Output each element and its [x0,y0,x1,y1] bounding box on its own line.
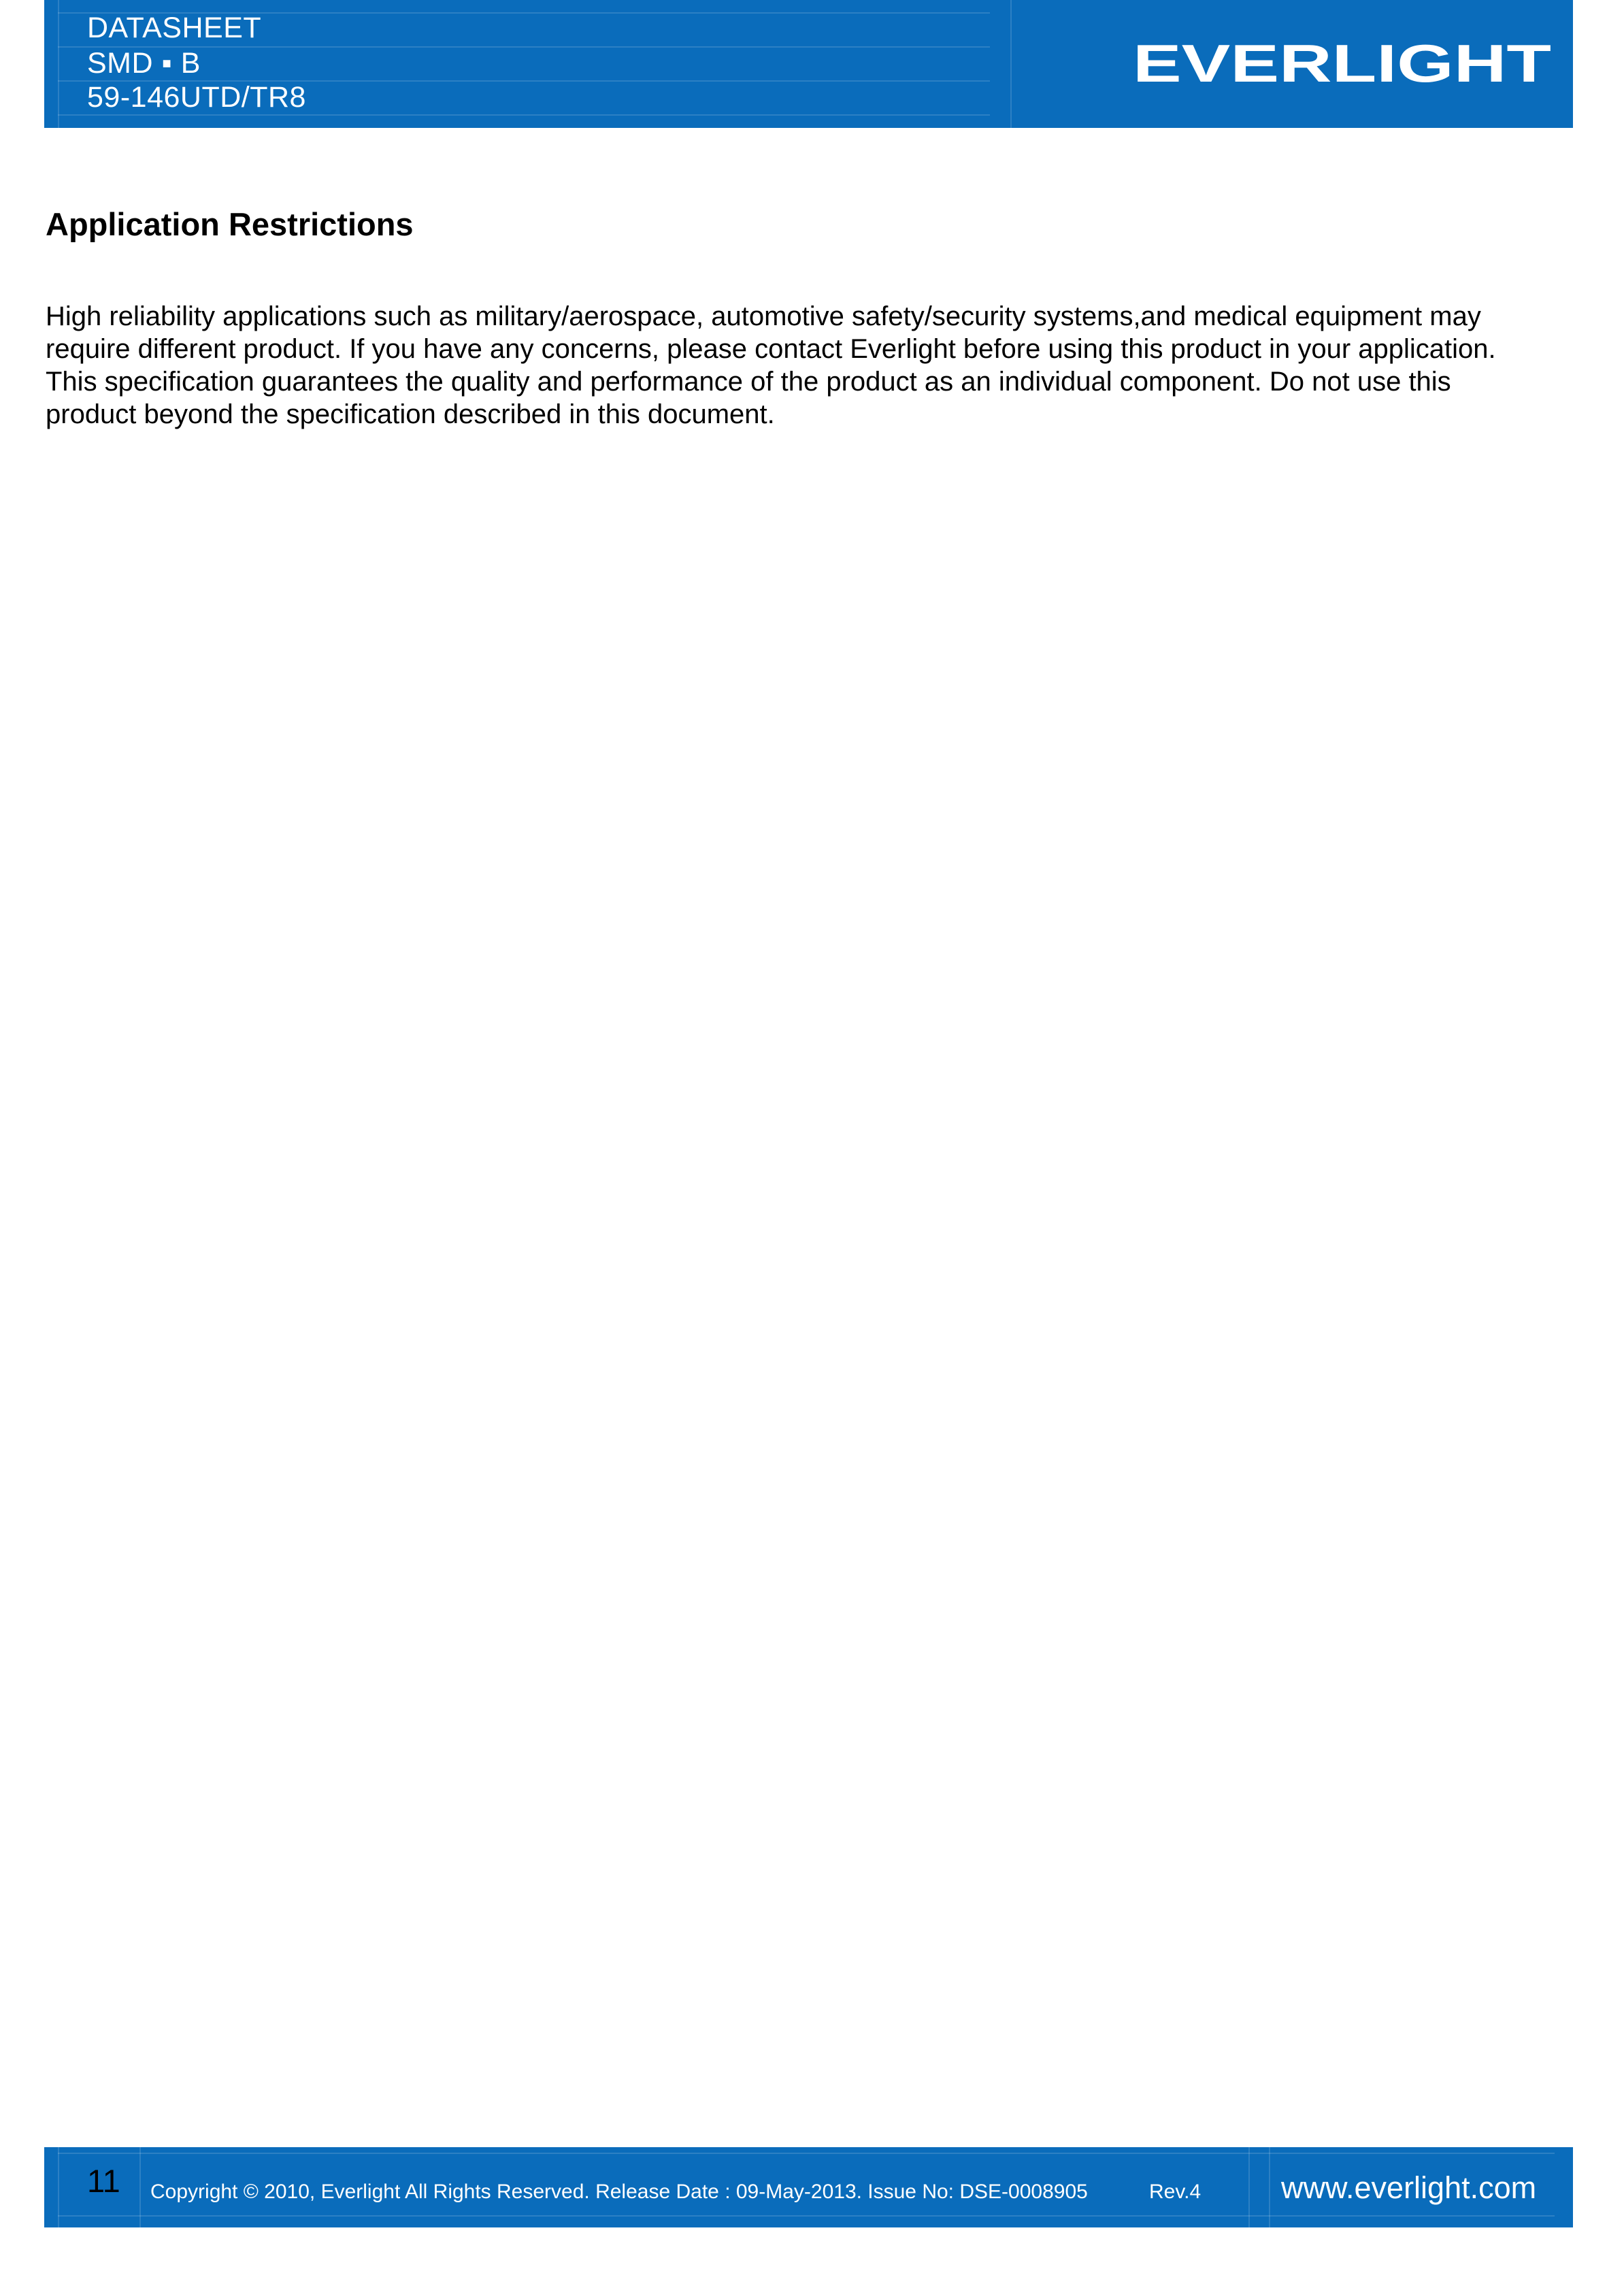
copyright-notice: Copyright © 2010, Everlight All Rights Reserved. Release Date : 09-May-2013. Issue No: DSE-0008905 [150,2181,1088,2203]
footer-grid-line [58,2153,1555,2154]
paragraph-line: require different product. If you have any concerns, please contact Everlight before using this product in your application. [46,334,1496,364]
paragraph-line: High reliability applications such as military/aerospace, automotive safety/security systems,and medical equipment may [46,301,1481,331]
everlight-logo [1133,35,1555,90]
page-number: 11 [87,2163,120,2199]
footer-grid-line [58,2215,1555,2217]
footer-grid-line [1248,2147,1250,2227]
paragraph-line: product beyond the specification described in this document. [46,399,775,429]
part-number: 59-146UTD/TR8 [87,81,306,114]
paragraph-line: This specification guarantees the quality and performance of the product as an individual component. Do not use this [46,367,1451,397]
header-document-info [87,7,972,122]
restrictions-paragraph [46,300,1576,431]
svg-text:EVERLIGHT: EVERLIGHT [1133,35,1551,90]
footer-grid-line [58,2147,59,2227]
revision-label: Rev.4 [1149,2181,1202,2203]
footer-grid-line [139,2147,141,2227]
page-header [44,0,1573,128]
product-series: SMD ▪ B [87,47,201,80]
footer-grid-line [1269,2147,1270,2227]
section-title: Application Restrictions [46,206,414,242]
document-type: DATASHEET [87,12,262,44]
header-grid-line [58,0,59,128]
header-grid-line [1010,0,1012,128]
website-link[interactable]: www.everlight.com [1281,2170,1537,2205]
page-footer [44,2147,1573,2227]
